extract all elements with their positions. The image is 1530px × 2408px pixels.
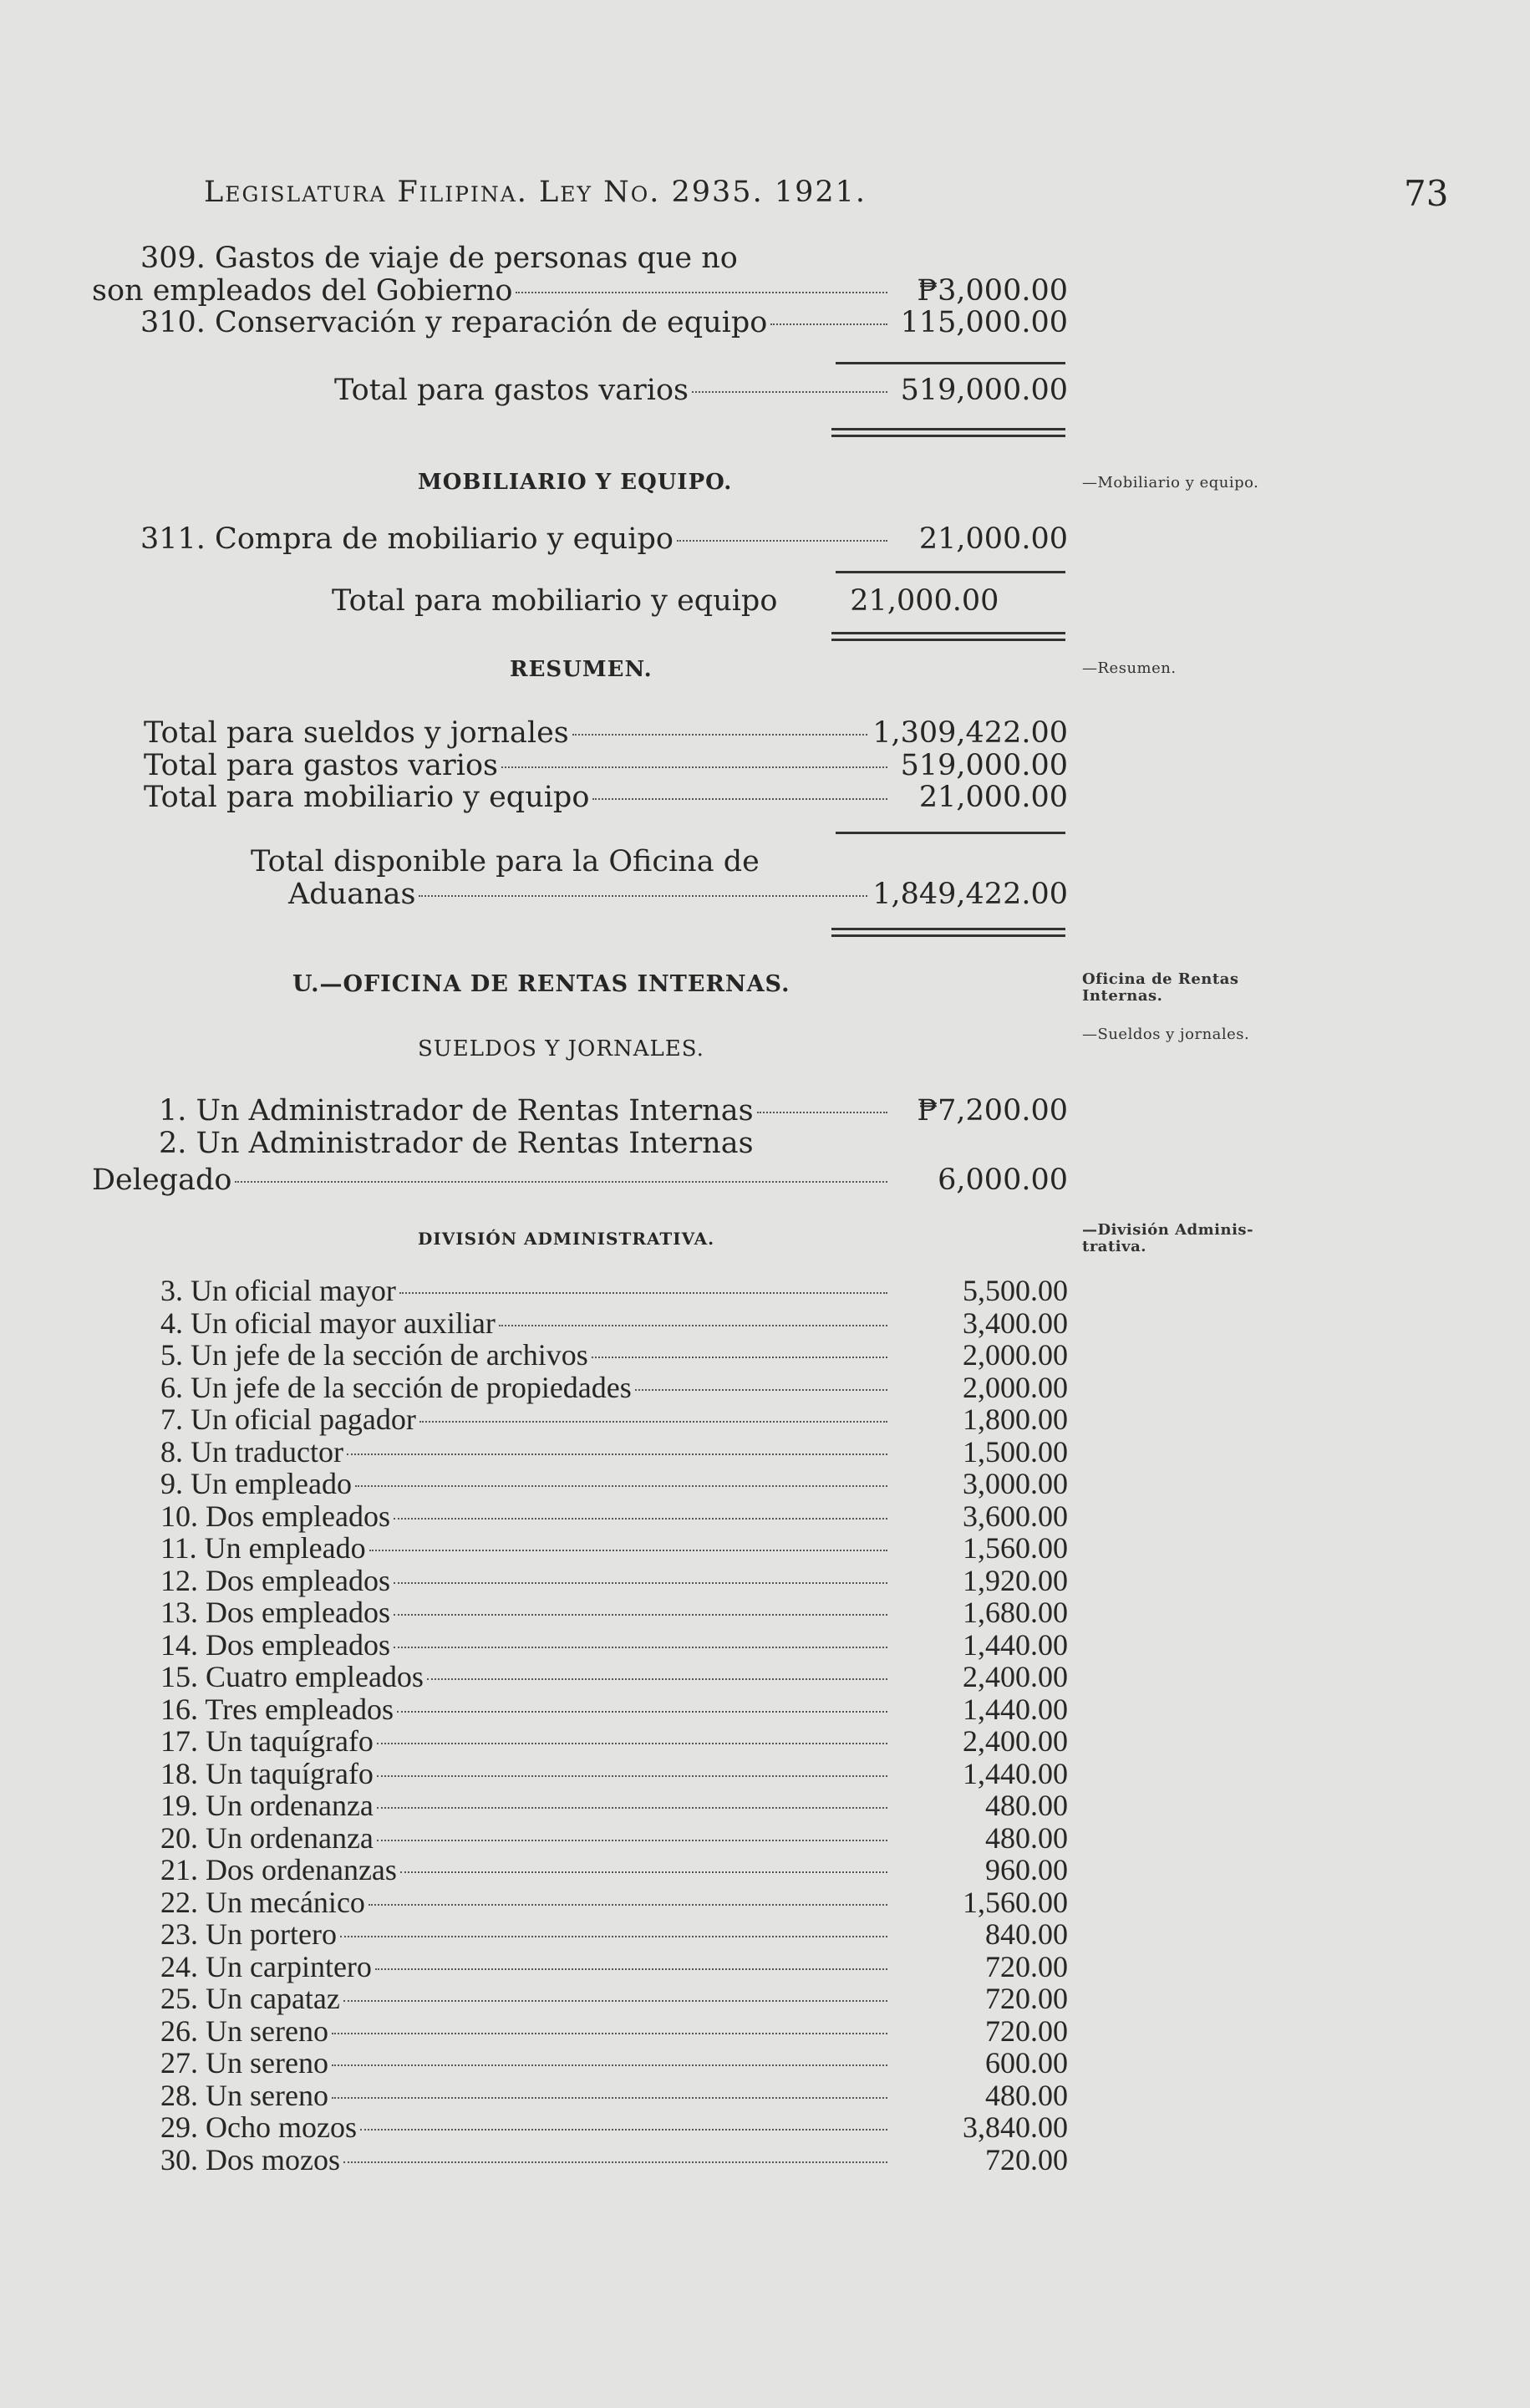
- division-item-label: 9. Un empleado: [160, 1467, 352, 1500]
- resumen-line: Total para sueldos y jornales 1,309,422.00: [144, 716, 1068, 750]
- double-rule: [831, 632, 1065, 634]
- dot-leader: [355, 1485, 887, 1487]
- division-item: [92, 1822, 1070, 1855]
- division-item-label: 30. Dos mozos: [160, 2142, 340, 2176]
- division-item: [92, 1886, 1070, 1919]
- division-item-label: 20. Un ordenanza: [160, 1820, 374, 1855]
- division-item-amount: 3,600.00: [963, 1499, 1068, 1533]
- division-item-amount: 720.00: [985, 2013, 1068, 2048]
- division-item-label: 22. Un mecánico: [160, 1885, 365, 1919]
- division-item: [92, 1789, 1070, 1822]
- dot-leader: [394, 1614, 887, 1616]
- division-item: [92, 1918, 1070, 1951]
- margin-note-sueldos: —Sueldos y jornales.: [1082, 1026, 1250, 1043]
- division-item: [92, 2080, 1070, 2112]
- division-item: [92, 1983, 1070, 2015]
- dot-leader: [394, 1518, 887, 1520]
- dot-leader: [343, 2000, 887, 2002]
- total-gastos-varios: Total para gastos varios 519,000.00: [334, 374, 1068, 407]
- dot-leader: [394, 1647, 887, 1648]
- subtotal-rule: [836, 362, 1065, 364]
- item-2-line2: Delegado 6,000.00: [92, 1163, 1068, 1197]
- dot-leader: [369, 1904, 887, 1906]
- division-item: [92, 1436, 1070, 1469]
- division-item: [92, 1500, 1070, 1533]
- division-item-label: 26. Un sereno: [160, 2013, 328, 2048]
- item-309-line2: son empleados del Gobierno ₱3,000.00: [92, 273, 1068, 308]
- dot-leader: [419, 1421, 887, 1423]
- division-item-label: 13. Dos empleados: [160, 1596, 390, 1629]
- division-item-amount: 2,400.00: [963, 1660, 1068, 1693]
- division-item-label: 24. Un carpintero: [160, 1949, 372, 1983]
- division-item: [92, 1275, 1070, 1307]
- division-item: [92, 2047, 1070, 2080]
- item-311: 311. Compra de mobiliario y equipo 21,000.00: [140, 522, 1068, 556]
- division-item-label: 15. Cuatro empleados: [160, 1660, 424, 1693]
- division-item-amount: 2,000.00: [963, 1338, 1068, 1372]
- division-item-label: 3. Un oficial mayor: [160, 1274, 396, 1307]
- total-mobiliario: Total para mobiliario y equipo 21,000.00: [332, 584, 999, 618]
- margin-note-resumen: —Resumen.: [1082, 659, 1177, 677]
- division-item-amount: 3,840.00: [963, 2110, 1068, 2144]
- division-item-amount: 600.00: [985, 2046, 1068, 2080]
- division-item-label: 17. Un taquígrafo: [160, 1724, 374, 1758]
- administradores: [92, 1095, 1070, 1197]
- division-item: [92, 1854, 1070, 1886]
- division-item: [92, 1339, 1070, 1372]
- division-item: [92, 1629, 1070, 1662]
- item-2-line1: 2. Un Administrador de Rentas Internas: [159, 1126, 754, 1160]
- dot-leader: [360, 2129, 887, 2131]
- division-item-label: 27. Un sereno: [160, 2046, 328, 2080]
- subtotal-rule: [836, 571, 1065, 573]
- division-item-label: 4. Un oficial mayor auxiliar: [160, 1306, 496, 1340]
- division-item: [92, 1661, 1070, 1693]
- dot-leader: [369, 1550, 887, 1551]
- division-item-label: 11. Un empleado: [160, 1531, 366, 1565]
- double-rule: [831, 639, 1065, 641]
- division-item: [92, 2111, 1070, 2144]
- division-item: [92, 1951, 1070, 1983]
- division-item-label: 12. Dos empleados: [160, 1563, 390, 1597]
- division-item-label: 7. Un oficial pagador: [160, 1403, 416, 1436]
- division-item-amount: 720.00: [985, 1982, 1068, 2015]
- division-item: [92, 1725, 1070, 1758]
- section-heading-sueldos: SUELDOS Y JORNALES.: [418, 1036, 704, 1061]
- item-310-amount: 115,000.00: [900, 306, 1068, 339]
- section-heading-resumen: RESUMEN.: [510, 657, 653, 682]
- resumen-line: Total para gastos varios 519,000.00: [144, 748, 1068, 782]
- section-heading-mobiliario: MOBILIARIO Y EQUIPO.: [418, 470, 733, 495]
- division-item-amount: 720.00: [985, 1949, 1068, 1983]
- double-rule: [831, 428, 1065, 430]
- division-item-amount: 480.00: [985, 1789, 1068, 1822]
- division-item: [92, 1693, 1070, 1726]
- margin-note-division: —División Adminis- trativa.: [1082, 1221, 1254, 1255]
- division-item: [92, 1372, 1070, 1404]
- margin-note-mobiliario: —Mobiliario y equipo.: [1082, 474, 1259, 491]
- division-item: [92, 2015, 1070, 2048]
- dot-leader: [377, 1743, 887, 1744]
- division-item: [92, 1403, 1070, 1436]
- page-number: 73: [1404, 173, 1449, 214]
- division-item-amount: 480.00: [985, 1820, 1068, 1855]
- dot-leader: [399, 1292, 887, 1294]
- dot-leader: [592, 1357, 887, 1358]
- double-rule: [831, 435, 1065, 437]
- dot-leader: [377, 1775, 887, 1777]
- division-item-amount: 1,560.00: [963, 1885, 1068, 1919]
- dot-leader: [332, 2097, 887, 2099]
- division-item-label: 8. Un traductor: [160, 1434, 343, 1469]
- grand-total: Total disponible para la Oficina de Aduanas 1,849,422.00: [251, 845, 1068, 911]
- item-1: 1. Un Administrador de Rentas Internas ₱7,200.00: [159, 1094, 1068, 1128]
- dot-leader: [377, 1807, 887, 1809]
- dot-leader: [332, 2033, 887, 2034]
- item-309-line1: 309. Gastos de viaje de personas que no: [140, 242, 738, 275]
- division-item-label: 16. Tres empleados: [160, 1692, 394, 1726]
- division-item-label: 5. Un jefe de la sección de archivos: [160, 1338, 588, 1372]
- dot-leader: [343, 2161, 887, 2163]
- double-rule: [831, 934, 1065, 937]
- division-item-label: 19. Un ordenanza: [160, 1789, 374, 1822]
- division-item-amount: 1,680.00: [963, 1596, 1068, 1629]
- dot-leader: [332, 2064, 887, 2066]
- division-item-amount: 2,000.00: [963, 1370, 1068, 1404]
- division-item-amount: 1,800.00: [963, 1403, 1068, 1436]
- division-item-amount: 5,500.00: [963, 1274, 1068, 1307]
- division-item-label: 29. Ocho mozos: [160, 2110, 357, 2144]
- running-head: Legislatura Filipina. Ley No. 2935. 1921.: [204, 176, 867, 209]
- division-item-label: 14. Dos empleados: [160, 1627, 390, 1662]
- item-309-amount: ₱3,000.00: [917, 273, 1068, 308]
- division-item-amount: 1,920.00: [963, 1563, 1068, 1597]
- division-item-label: 23. Un portero: [160, 1917, 337, 1951]
- division-item-amount: 1,560.00: [963, 1531, 1068, 1565]
- division-item-amount: 480.00: [985, 2078, 1068, 2112]
- dot-leader: [499, 1325, 887, 1326]
- division-item: [92, 2144, 1070, 2176]
- section-heading-division: DIVISIÓN ADMINISTRATIVA.: [418, 1229, 715, 1249]
- division-item-amount: 3,400.00: [963, 1306, 1068, 1340]
- dot-leader: [397, 1711, 887, 1713]
- division-item-list: [92, 1275, 1070, 2176]
- division-item-label: 25. Un capataz: [160, 1982, 340, 2015]
- dot-leader: [375, 1968, 887, 1970]
- division-item-label: 10. Dos empleados: [160, 1499, 390, 1533]
- double-rule: [831, 928, 1065, 930]
- division-item: [92, 1468, 1070, 1500]
- resumen-lines: [92, 717, 1070, 814]
- division-item-amount: 960.00: [985, 1853, 1068, 1886]
- dot-leader: [400, 1871, 887, 1873]
- division-item-label: 6. Un jefe de la sección de propiedades: [160, 1370, 632, 1404]
- division-item-amount: 1,440.00: [963, 1756, 1068, 1790]
- division-item-amount: 1,440.00: [963, 1692, 1068, 1726]
- division-item-amount: 840.00: [985, 1917, 1068, 1951]
- section-heading-oficina: U.—OFICINA DE RENTAS INTERNAS.: [292, 971, 790, 997]
- dot-leader: [635, 1389, 887, 1391]
- dot-leader: [427, 1678, 887, 1680]
- dot-leader: [347, 1453, 887, 1455]
- division-item-amount: 1,440.00: [963, 1627, 1068, 1662]
- division-item-amount: 1,500.00: [963, 1434, 1068, 1469]
- division-item: [92, 1307, 1070, 1340]
- division-item: [92, 1596, 1070, 1629]
- dot-leader: [394, 1582, 887, 1584]
- division-item-label: 21. Dos ordenanzas: [160, 1853, 397, 1886]
- top-items: [92, 242, 1070, 339]
- division-item-amount: 720.00: [985, 2142, 1068, 2176]
- division-item: [92, 1565, 1070, 1597]
- item-310: 310. Conservación y reparación de equipo 115,000.00: [140, 306, 1068, 339]
- division-item-amount: 2,400.00: [963, 1724, 1068, 1758]
- dot-leader: [377, 1840, 887, 1841]
- division-item-amount: 3,000.00: [963, 1467, 1068, 1500]
- division-item-label: 18. Un taquígrafo: [160, 1756, 374, 1790]
- division-item: [92, 1532, 1070, 1565]
- division-item: [92, 1758, 1070, 1790]
- subtotal-rule: [836, 832, 1065, 834]
- division-item-label: 28. Un sereno: [160, 2078, 328, 2112]
- margin-note-oficina: Oficina de Rentas Internas.: [1082, 970, 1239, 1005]
- dot-leader: [340, 1936, 887, 1937]
- resumen-line: Total para mobiliario y equipo 21,000.00: [144, 781, 1068, 814]
